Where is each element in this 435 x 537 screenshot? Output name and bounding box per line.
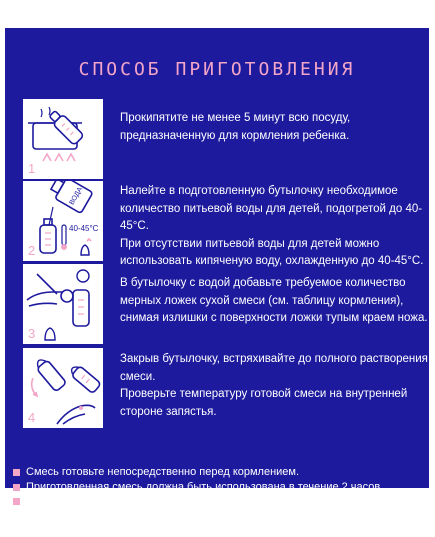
pot-boiling-bottle-icon bbox=[23, 99, 103, 179]
step-number: 2 bbox=[28, 243, 36, 258]
add-scoop-powder-icon bbox=[23, 264, 103, 344]
note-item: Приготовленная смесь должна быть использована в течение 2 часов. bbox=[13, 480, 428, 495]
shake-bottle-wrist-test-icon bbox=[23, 348, 103, 428]
step-1 bbox=[23, 99, 423, 179]
instructions-panel bbox=[5, 28, 429, 507]
bullet-square-icon bbox=[13, 498, 20, 505]
note-item: Смесь готовьте непосредственно перед кормлением. bbox=[13, 465, 428, 480]
step-text: В бутылочку с водой добавьте требуемое количество мерных ложек сухой смеси (см. таблицу кормления), снимая излишки с поверхности ложки тупым краем ножа. bbox=[120, 277, 428, 324]
step-3 bbox=[23, 264, 428, 344]
step-text: Прокипятите не менее 5 минут всю посуду, предназначенную для кормления ребенка. bbox=[120, 112, 351, 142]
notes-list bbox=[13, 465, 428, 509]
step-number: 4 bbox=[28, 410, 36, 425]
step-text: Налейте в подготовленную бутылочку необходимое количество питьевой воды для детей, подогретой до 40-45°С. При отсутствии питьевой воды для детей можно использовать кипяченую воду, охлажденную до 40-45°С. bbox=[120, 185, 424, 267]
note-item: Не используйте остатки смеси в бутылочке для последующего кормления. bbox=[13, 494, 428, 509]
thermometer-label: 40-45°C bbox=[69, 224, 99, 233]
step-text: Закрыв бутылочку, встряхивайте до полного растворения смеси. Проверьте температуру готовой смеси на внутренней стороне запястья. bbox=[120, 353, 428, 418]
step-2 bbox=[23, 181, 424, 267]
bullet-square-icon bbox=[13, 484, 20, 491]
bullet-square-icon bbox=[13, 469, 20, 476]
step-number: 3 bbox=[28, 326, 36, 341]
bottle-label: ВОДА bbox=[68, 186, 85, 207]
pour-water-thermometer-icon bbox=[23, 181, 103, 261]
section-title: СПОСОБ ПРИГОТОВЛЕНИЯ bbox=[78, 59, 356, 80]
step-4 bbox=[23, 348, 428, 428]
step-number: 1 bbox=[28, 161, 36, 176]
